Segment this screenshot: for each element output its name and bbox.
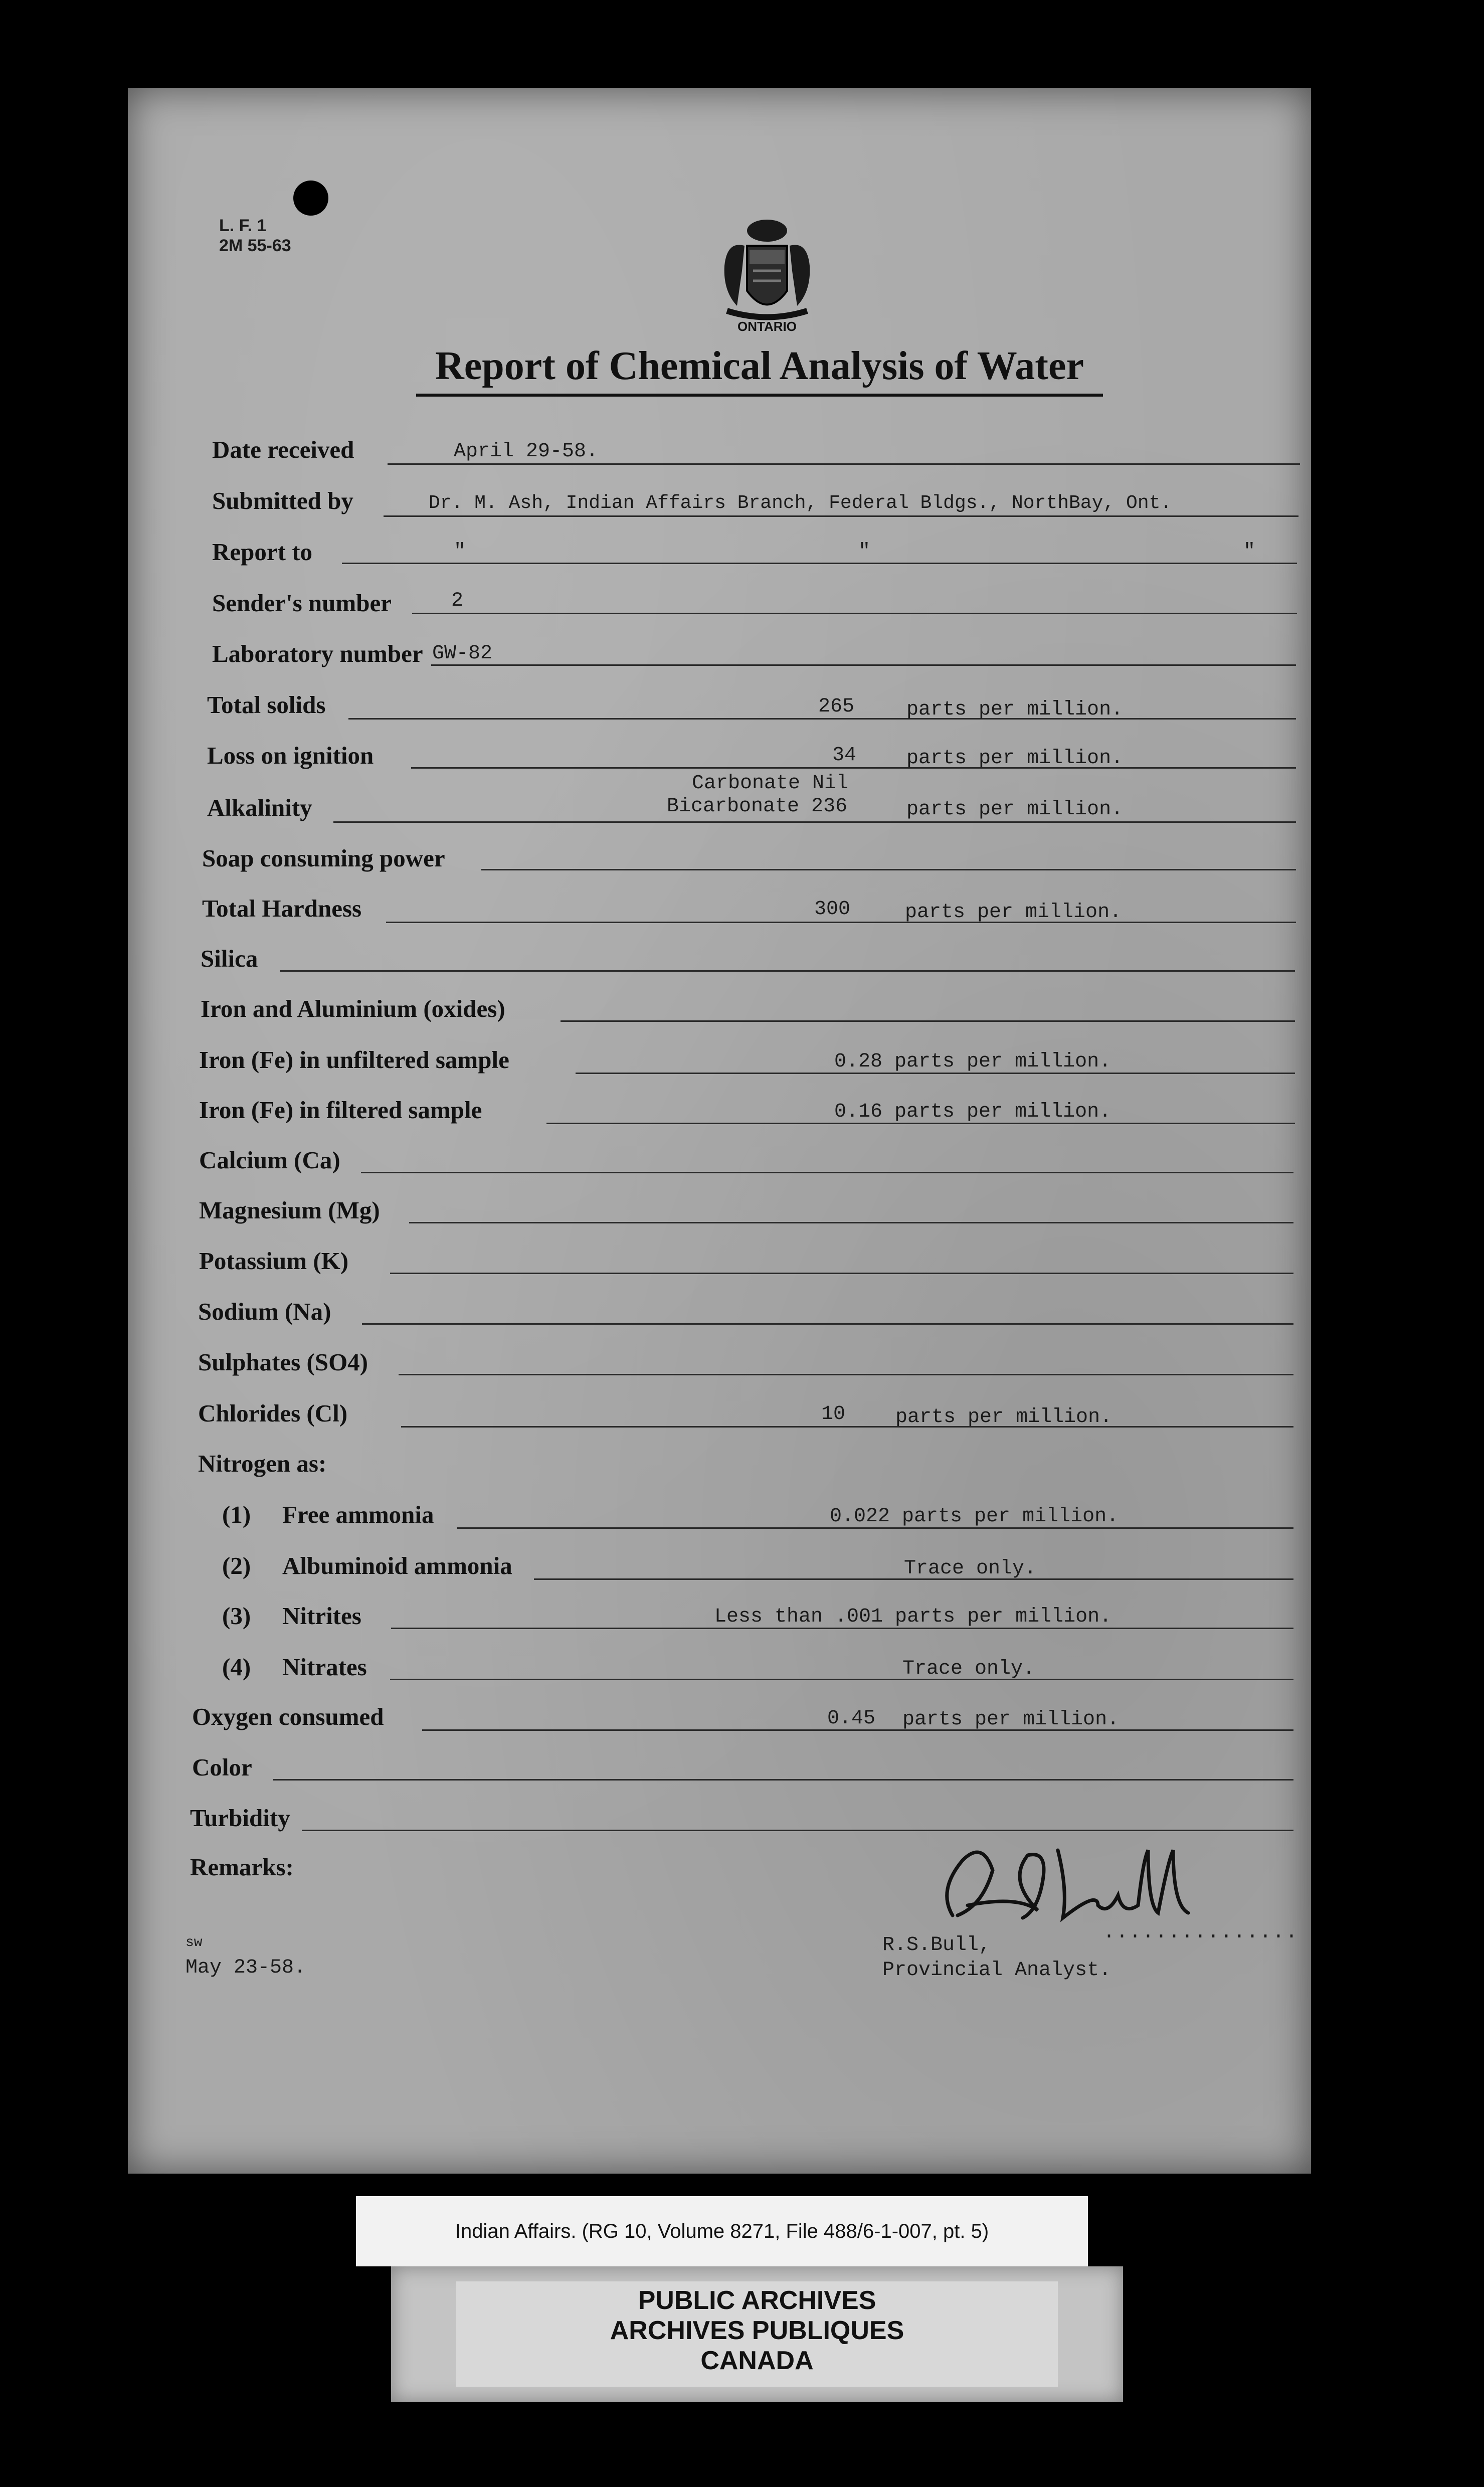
albuminoid-ammonia-row [0,1551,1484,1586]
chlorides-value: 10 [821,1403,846,1426]
clerk-initials: sw [186,1935,203,1950]
alkalinity-line [333,821,1296,823]
clerk-block [186,1930,306,1981]
laboratory-number-value: GW-82 [432,642,493,665]
nitrates-num: (4) [222,1653,251,1681]
color-line [273,1779,1293,1781]
nitrites-row [0,1602,1484,1637]
iron-aluminium-line [561,1020,1295,1022]
albuminoid-ammonia-label: Albuminoid ammonia [282,1552,512,1579]
iron-filtered-label: Iron (Fe) in filtered sample [199,1096,482,1124]
total-hardness-row [0,894,1484,929]
laboratory-number-line [431,664,1296,666]
date-received-line [388,463,1300,465]
silica-label: Silica [201,945,258,972]
form-code-line-1: L. F. 1 [219,216,267,235]
albuminoid-ammonia-num: (2) [222,1552,251,1579]
nitrates-label: Nitrates [282,1653,367,1681]
loss-on-ignition-value: 34 [832,744,857,767]
turbidity-row [0,1804,1484,1839]
nitrogen-as-row [0,1449,1484,1484]
oxygen-consumed-label: Oxygen consumed [192,1703,384,1730]
free-ammonia-num: (1) [222,1501,251,1528]
total-hardness-value: 300 [814,898,851,921]
turbidity-label: Turbidity [190,1804,290,1832]
senders-number-label: Sender's number [212,589,392,617]
alkalinity-label: Alkalinity [207,794,312,821]
submitted-by-label: Submitted by [212,487,353,514]
oxygen-consumed-row [0,1702,1484,1737]
soap-consuming-power-row [0,844,1484,879]
laboratory-number-row [0,639,1484,674]
soap-consuming-power-line [481,869,1296,870]
title-underline [416,394,1103,397]
soap-consuming-power-label: Soap consuming power [202,844,445,872]
alkalinity-bicarbonate: Bicarbonate 236 [667,795,848,818]
archive-reference-caption: Indian Affairs. (RG 10, Volume 8271, File 488/6-1-007, pt. 5) [356,2196,1088,2266]
loss-on-ignition-label: Loss on ignition [207,742,374,769]
alkalinity-carbonate: Carbonate Nil [692,772,849,795]
magnesium-row [0,1196,1484,1231]
total-hardness-unit: parts per million. [905,901,1122,924]
sulphates-label: Sulphates (SO4) [198,1348,368,1376]
oxygen-consumed-unit: parts per million. [902,1708,1120,1731]
free-ammonia-label: Free ammonia [282,1501,434,1528]
chlorides-label: Chlorides (Cl) [198,1399,348,1427]
nitrates-row [0,1653,1484,1688]
free-ammonia-value: 0.022 parts per million. [830,1505,1119,1528]
loss-on-ignition-row [0,741,1484,776]
report-to-ditto-2: " [858,541,871,563]
sodium-row [0,1297,1484,1332]
analyst-signature [907,1830,1258,1930]
signature-dots: ............... [1103,1921,1299,1944]
remarks-row [0,1853,1484,1888]
total-solids-label: Total solids [207,691,326,719]
nitrites-label: Nitrites [282,1602,361,1630]
potassium-label: Potassium (K) [199,1247,349,1275]
iron-filtered-value: 0.16 parts per million. [834,1101,1111,1123]
submitted-by-line [384,515,1298,517]
calcium-line [361,1172,1293,1173]
color-row [0,1753,1484,1788]
submitted-by-row [0,486,1484,521]
silica-line [280,970,1295,972]
potassium-row [0,1247,1484,1282]
magnesium-label: Magnesium (Mg) [199,1196,380,1224]
report-date: May 23-58. [186,1957,306,1979]
iron-unfiltered-row [0,1045,1484,1081]
date-received-value: April 29-58. [454,440,599,463]
nitrates-value: Trace only. [902,1658,1035,1680]
color-label: Color [192,1753,252,1781]
archive-stamp-line-3: CANADA [700,2346,814,2375]
nitrates-line [390,1679,1293,1680]
analyst-title: Provincial Analyst. [882,1959,1111,1982]
chlorides-row [0,1399,1484,1434]
albuminoid-ammonia-value: Trace only. [904,1557,1037,1580]
sodium-line [362,1323,1293,1325]
senders-number-row [0,589,1484,624]
senders-number-value: 2 [451,590,464,612]
potassium-line [390,1273,1293,1274]
sulphates-line [399,1374,1293,1375]
report-to-line [342,563,1297,564]
iron-unfiltered-value: 0.28 parts per million. [834,1050,1111,1073]
chlorides-unit: parts per million. [895,1406,1112,1429]
analyst-name: R.S.Bull, [882,1934,991,1957]
form-code [219,216,291,256]
loss-on-ignition-line [411,767,1296,769]
total-solids-line [348,718,1296,720]
archive-stamp [391,2266,1123,2402]
nitrites-num: (3) [222,1602,251,1630]
calcium-row [0,1146,1484,1181]
chlorides-line [401,1426,1293,1428]
total-solids-unit: parts per million. [906,698,1124,721]
date-received-row [0,435,1484,470]
iron-unfiltered-label: Iron (Fe) in unfiltered sample [199,1046,509,1074]
crest-label: ONTARIO [737,319,797,334]
alkalinity-unit: parts per million. [906,798,1124,821]
silica-row [0,944,1484,979]
total-solids-row [0,690,1484,726]
submitted-by-value: Dr. M. Ash, Indian Affairs Branch, Federal Bldgs., NorthBay, Ont. [429,492,1172,514]
sulphates-row [0,1348,1484,1383]
report-to-row [0,538,1484,573]
magnesium-line [409,1222,1293,1223]
form-code-line-2: 2M 55-63 [219,236,291,255]
iron-filtered-row [0,1096,1484,1131]
page-title: Report of Chemical Analysis of Water [435,344,1084,388]
nitrites-value: Less than .001 parts per million. [714,1606,1112,1628]
report-to-label: Report to [212,538,313,566]
nitrogen-as-label: Nitrogen as: [198,1450,327,1477]
analyst-block [882,1933,1111,1983]
punch-hole [293,181,328,216]
date-received-label: Date received [212,436,354,463]
report-to-ditto-3: " [1243,541,1256,563]
alkalinity-row [0,772,1484,827]
total-solids-value: 265 [818,695,855,718]
archive-stamp-text [391,2285,1123,2376]
total-hardness-line [386,922,1296,923]
loss-on-ignition-unit: parts per million. [906,747,1124,770]
oxygen-consumed-value: 0.45 [827,1707,876,1730]
remarks-label: Remarks: [190,1853,294,1881]
archive-stamp-line-1: PUBLIC ARCHIVES [638,2286,876,2315]
senders-number-line [412,613,1297,614]
iron-aluminium-label: Iron and Aluminium (oxides) [201,995,505,1022]
free-ammonia-row [0,1500,1484,1535]
archive-stamp-line-2: ARCHIVES PUBLIQUES [610,2316,904,2345]
calcium-label: Calcium (Ca) [199,1146,340,1174]
iron-aluminium-row [0,994,1484,1029]
laboratory-number-label: Laboratory number [212,640,423,667]
sodium-label: Sodium (Na) [198,1298,331,1325]
total-hardness-label: Total Hardness [202,895,362,922]
report-to-ditto-1: " [454,541,466,563]
